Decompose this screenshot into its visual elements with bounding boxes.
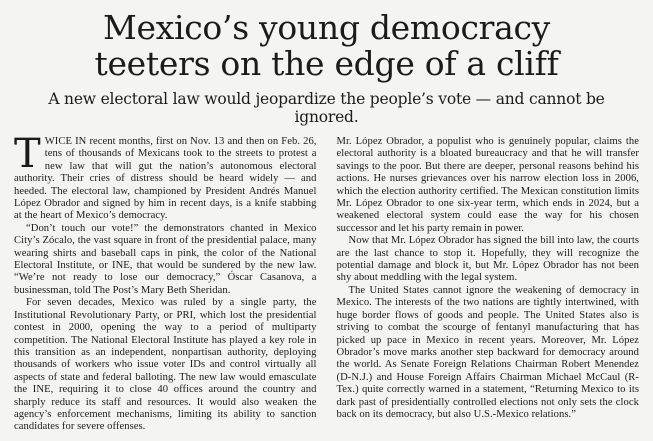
paragraph-2: “Don’t touch our vote!” the demonstrators chanted in Mexico City’s Zócalo, the vast square in front of the presidential palace, many wearing shirts and baseball caps in pink, the color of the National Electoral Institute, or INE, that would be sundered by the new law. “We’re not ready to lose our democracy,” Óscar Casanova, a businessman, told The Post’s Mary Beth Sheridan.: [14, 222, 317, 296]
headline-line-2: teeters on the edge of a cliff: [94, 44, 559, 83]
drop-cap: T: [14, 131, 41, 177]
left-column: [14, 131, 317, 434]
right-column: [337, 136, 640, 421]
headline-line-1: Mexico’s young democracy: [102, 8, 551, 47]
paragraph-3: For seven decades, Mexico was ruled by a single party, the Institutional Revolutionary Party, or PRI, which lost the presidential contest in 2000, opening the way to a period of multiparty competition. The National Electoral Institute has played a key role in this transition as an independent, nonpartisan authority, deploying thousands of workers who issue voter IDs and control virtually all aspects of state and federal balloting. The new law would emasculate the INE, requiring it to close 40 offices around the country and sharply reduce its staff and resources. It would also weaken the agency’s enforcement mechanisms, limiting its ability to sanction candidates for severe offenses.: [14, 297, 317, 433]
paragraph-1-text: WICE IN recent months, first on Nov. 13 and then on Feb. 26, tens of thousands of Mexicans took to the streets to protest a new law that will gut the nation’s autonomous electoral authority. Their cries of distress should be heard widely — and heeded. The electoral law, championed by President Andrés Manuel López Obrador and signed by him in recent days, is a knife stabbing at the heart of Mexico’s democracy.: [14, 136, 317, 222]
paragraph-1: [14, 131, 317, 223]
paragraph-6: The United States cannot ignore the weakening of democracy in Mexico. The interests of the two nations are tightly intertwined, with huge border flows of goods and people. The United States also is striving to combat the scourge of fentanyl manufacturing that has picked up pace in Mexico in recent years. Moreover, Mr. López Obrador’s move marks another step backward for democracy around the world. As Senate Foreign Relations Chairman Robert Menendez (D-N.J.) and House Foreign Affairs Chairman Michael McCaul (R-Tex.) quite correctly warned in a statement, “Returning Mexico to its dark past of presidentially controlled elections not only sets the clock back on its democracy, but also U.S.-Mexico relations.”: [336, 284, 639, 420]
article-body: [14, 131, 639, 434]
paragraph-4: Mr. López Obrador, a populist who is genuinely popular, claims the electoral authority is a bloated bureaucracy and that he will transfer savings to the poor. But there are deeper, personal reasons behind his actions. He nurses grievances over his narrow election loss in 2006, which the election authority certified. The Mexican constitution limits Mr. López Obrador to one six-year term, which ends in 2024, but a weakened electoral system could ease the way for his chosen successor and let his party remain in power.: [336, 136, 639, 234]
subheadline: A new electoral law would jeopardize the people’s vote — and cannot be ignored.: [48, 90, 605, 126]
headline: [14, 10, 639, 82]
paragraph-5: Now that Mr. López Obrador has signed the bill into law, the courts are the last chance to stop it. Hopefully, they will recognize the potential damage and block it, but Mr. López Obrador has not been shy about meddling with the legal system.: [336, 235, 639, 284]
